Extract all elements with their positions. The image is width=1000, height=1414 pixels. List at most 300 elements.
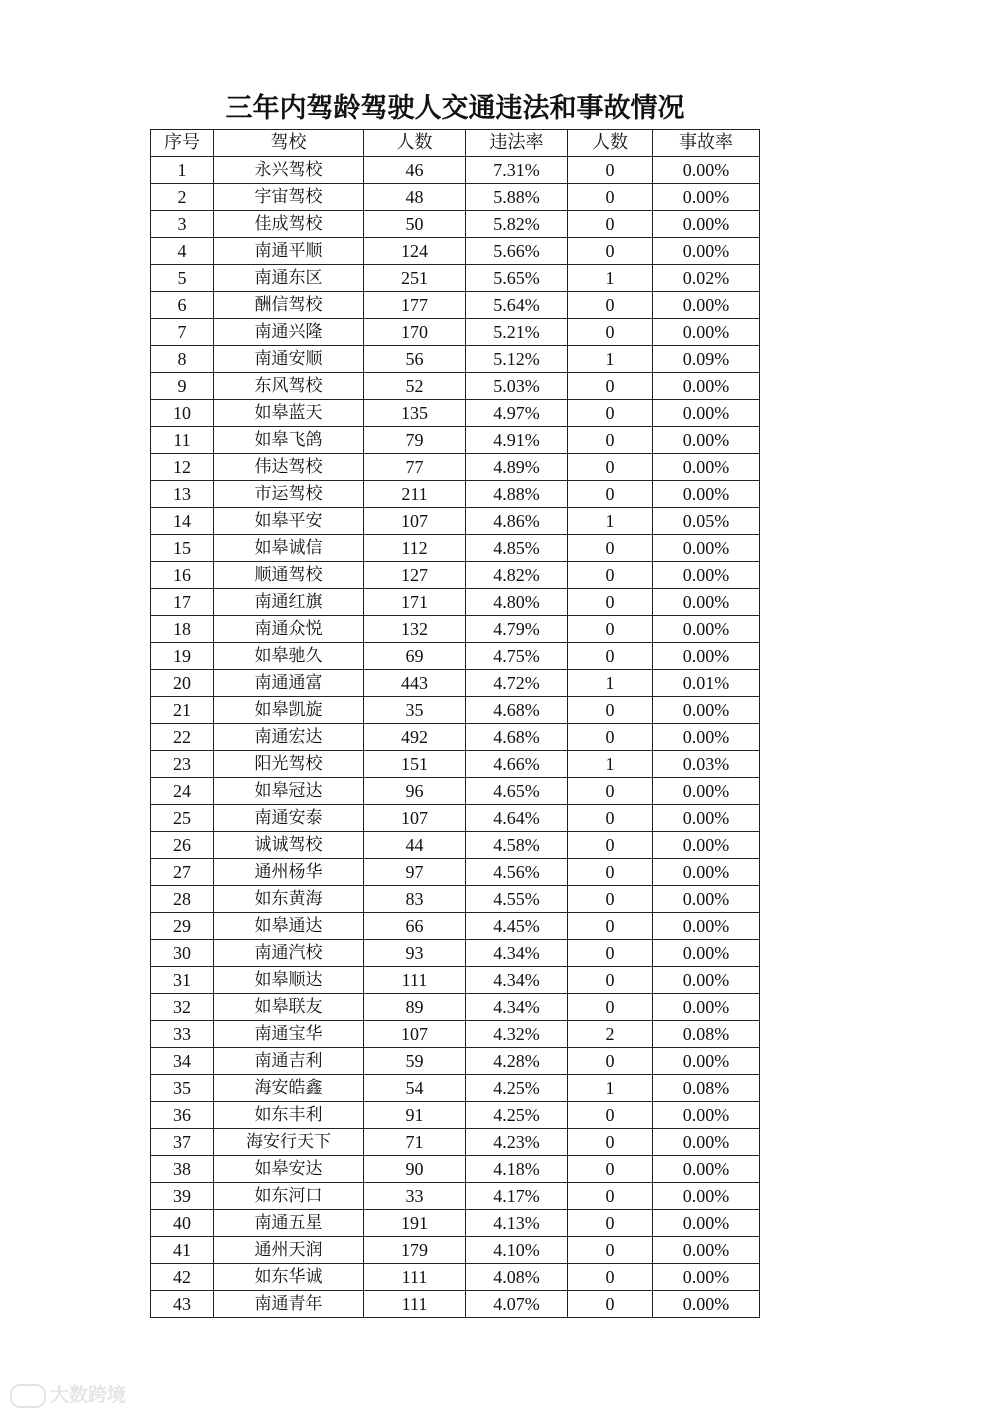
table-row — [151, 886, 760, 913]
cell-count: 179 — [364, 1237, 466, 1264]
violation-accident-table — [150, 129, 760, 1318]
cell-accident-rate: 0.00% — [653, 211, 760, 238]
cell-accident-rate: 0.00% — [653, 400, 760, 427]
cell-index: 4 — [151, 238, 214, 265]
cell-accident-rate: 0.08% — [653, 1075, 760, 1102]
cell-violation-rate: 4.80% — [466, 589, 568, 616]
cell-count: 56 — [364, 346, 466, 373]
cell-count: 132 — [364, 616, 466, 643]
cell-count: 251 — [364, 265, 466, 292]
cell-accident-count: 1 — [568, 508, 653, 535]
cell-accident-rate: 0.00% — [653, 967, 760, 994]
cell-index: 23 — [151, 751, 214, 778]
cell-accident-count: 0 — [568, 778, 653, 805]
cell-accident-rate: 0.00% — [653, 913, 760, 940]
table-row — [151, 1291, 760, 1318]
cell-violation-rate: 4.08% — [466, 1264, 568, 1291]
cell-accident-rate: 0.00% — [653, 1156, 760, 1183]
cell-accident-count: 0 — [568, 373, 653, 400]
cell-count: 177 — [364, 292, 466, 319]
table-row — [151, 751, 760, 778]
cell-school: 如皋顺达 — [214, 967, 364, 994]
cell-accident-count: 0 — [568, 724, 653, 751]
table-row — [151, 589, 760, 616]
watermark-text: 大数跨境 — [50, 1384, 127, 1406]
cell-school: 如皋蓝天 — [214, 400, 364, 427]
cell-violation-rate: 4.25% — [466, 1102, 568, 1129]
cell-violation-rate: 4.64% — [466, 805, 568, 832]
cell-count: 191 — [364, 1210, 466, 1237]
table-row — [151, 940, 760, 967]
cell-accident-count: 0 — [568, 913, 653, 940]
cell-count: 71 — [364, 1129, 466, 1156]
cell-index: 39 — [151, 1183, 214, 1210]
document-title: 三年内驾龄驾驶人交通违法和事故情况 — [225, 93, 685, 124]
cell-accident-count: 1 — [568, 751, 653, 778]
cell-violation-rate: 4.72% — [466, 670, 568, 697]
cell-school: 如东河口 — [214, 1183, 364, 1210]
table-row — [151, 967, 760, 994]
cell-index: 27 — [151, 859, 214, 886]
cell-violation-rate: 4.34% — [466, 940, 568, 967]
table-row — [151, 1210, 760, 1237]
cell-count: 107 — [364, 508, 466, 535]
cell-accident-count: 0 — [568, 589, 653, 616]
cell-violation-rate: 4.79% — [466, 616, 568, 643]
cell-school: 宇宙驾校 — [214, 184, 364, 211]
cell-accident-count: 1 — [568, 670, 653, 697]
cell-violation-rate: 4.85% — [466, 535, 568, 562]
table-row — [151, 319, 760, 346]
cell-violation-rate: 5.88% — [466, 184, 568, 211]
cell-accident-rate: 0.00% — [653, 292, 760, 319]
cell-school: 南通汽校 — [214, 940, 364, 967]
cell-school: 南通通富 — [214, 670, 364, 697]
cell-accident-rate: 0.05% — [653, 508, 760, 535]
cell-violation-rate: 7.31% — [466, 157, 568, 184]
cell-violation-rate: 4.17% — [466, 1183, 568, 1210]
cell-index: 15 — [151, 535, 214, 562]
cell-index: 10 — [151, 400, 214, 427]
cell-school: 南通青年 — [214, 1291, 364, 1318]
cell-school: 佳成驾校 — [214, 211, 364, 238]
table-row — [151, 1237, 760, 1264]
cell-violation-rate: 4.75% — [466, 643, 568, 670]
cell-index: 6 — [151, 292, 214, 319]
cell-school: 如皋平安 — [214, 508, 364, 535]
cell-accident-rate: 0.09% — [653, 346, 760, 373]
watermark — [10, 1380, 126, 1408]
cell-count: 107 — [364, 805, 466, 832]
table-row — [151, 1129, 760, 1156]
cell-accident-count: 0 — [568, 535, 653, 562]
table-row — [151, 373, 760, 400]
cell-count: 96 — [364, 778, 466, 805]
table-row — [151, 238, 760, 265]
cell-index: 16 — [151, 562, 214, 589]
cell-school: 永兴驾校 — [214, 157, 364, 184]
cell-index: 21 — [151, 697, 214, 724]
cell-school: 南通安泰 — [214, 805, 364, 832]
cell-accident-count: 0 — [568, 940, 653, 967]
cell-violation-rate: 5.21% — [466, 319, 568, 346]
cell-count: 171 — [364, 589, 466, 616]
cell-accident-count: 0 — [568, 967, 653, 994]
cell-violation-rate: 4.88% — [466, 481, 568, 508]
table-row — [151, 157, 760, 184]
cell-accident-rate: 0.00% — [653, 643, 760, 670]
cell-count: 52 — [364, 373, 466, 400]
table-row — [151, 778, 760, 805]
cell-accident-rate: 0.00% — [653, 238, 760, 265]
cell-violation-rate: 4.25% — [466, 1075, 568, 1102]
cell-count: 97 — [364, 859, 466, 886]
cell-accident-rate: 0.00% — [653, 319, 760, 346]
cell-index: 32 — [151, 994, 214, 1021]
cell-school: 如皋冠达 — [214, 778, 364, 805]
cell-accident-count: 0 — [568, 211, 653, 238]
cell-school: 南通安顺 — [214, 346, 364, 373]
cell-index: 18 — [151, 616, 214, 643]
cell-accident-rate: 0.00% — [653, 805, 760, 832]
cell-school: 如皋诚信 — [214, 535, 364, 562]
cell-violation-rate: 4.56% — [466, 859, 568, 886]
cell-accident-rate: 0.00% — [653, 1237, 760, 1264]
cell-accident-rate: 0.00% — [653, 1129, 760, 1156]
cell-index: 38 — [151, 1156, 214, 1183]
cell-school: 如皋驰久 — [214, 643, 364, 670]
cell-violation-rate: 5.03% — [466, 373, 568, 400]
table-row — [151, 1264, 760, 1291]
cell-accident-count: 0 — [568, 1129, 653, 1156]
cell-count: 33 — [364, 1183, 466, 1210]
table-row — [151, 427, 760, 454]
cell-school: 如东黄海 — [214, 886, 364, 913]
cell-violation-rate: 4.66% — [466, 751, 568, 778]
cell-accident-rate: 0.00% — [653, 724, 760, 751]
cell-school: 顺通驾校 — [214, 562, 364, 589]
table-row — [151, 508, 760, 535]
cell-accident-count: 0 — [568, 1291, 653, 1318]
cell-accident-rate: 0.03% — [653, 751, 760, 778]
cell-index: 3 — [151, 211, 214, 238]
cell-accident-count: 0 — [568, 1210, 653, 1237]
cell-count: 79 — [364, 427, 466, 454]
cell-index: 30 — [151, 940, 214, 967]
cell-accident-count: 0 — [568, 643, 653, 670]
cell-school: 市运驾校 — [214, 481, 364, 508]
cell-accident-rate: 0.00% — [653, 589, 760, 616]
cell-index: 1 — [151, 157, 214, 184]
cell-accident-rate: 0.00% — [653, 1102, 760, 1129]
cell-school: 阳光驾校 — [214, 751, 364, 778]
cell-accident-count: 0 — [568, 481, 653, 508]
cell-school: 海安皓鑫 — [214, 1075, 364, 1102]
cell-index: 22 — [151, 724, 214, 751]
cell-accident-rate: 0.00% — [653, 454, 760, 481]
cell-index: 34 — [151, 1048, 214, 1075]
cell-violation-rate: 4.32% — [466, 1021, 568, 1048]
cell-violation-rate: 4.89% — [466, 454, 568, 481]
cell-accident-rate: 0.00% — [653, 616, 760, 643]
cell-accident-count: 0 — [568, 697, 653, 724]
cell-index: 5 — [151, 265, 214, 292]
cell-accident-count: 0 — [568, 319, 653, 346]
cell-accident-rate: 0.00% — [653, 832, 760, 859]
cell-count: 66 — [364, 913, 466, 940]
header-accident-count: 人数 — [568, 130, 653, 157]
cell-accident-rate: 0.00% — [653, 1048, 760, 1075]
cell-violation-rate: 4.82% — [466, 562, 568, 589]
cell-school: 南通五星 — [214, 1210, 364, 1237]
cell-count: 54 — [364, 1075, 466, 1102]
cell-accident-count: 0 — [568, 886, 653, 913]
header-violation-rate: 违法率 — [466, 130, 568, 157]
cell-accident-rate: 0.00% — [653, 373, 760, 400]
cell-violation-rate: 4.13% — [466, 1210, 568, 1237]
cell-accident-count: 0 — [568, 454, 653, 481]
cell-count: 135 — [364, 400, 466, 427]
header-index: 序号 — [151, 130, 214, 157]
cell-school: 南通东区 — [214, 265, 364, 292]
cell-accident-rate: 0.00% — [653, 697, 760, 724]
cell-accident-rate: 0.00% — [653, 562, 760, 589]
cell-accident-rate: 0.00% — [653, 940, 760, 967]
table-row — [151, 562, 760, 589]
cell-school: 南通众悦 — [214, 616, 364, 643]
cell-count: 90 — [364, 1156, 466, 1183]
cell-accident-count: 0 — [568, 1048, 653, 1075]
cell-count: 48 — [364, 184, 466, 211]
cell-accident-count: 2 — [568, 1021, 653, 1048]
cell-count: 59 — [364, 1048, 466, 1075]
cell-accident-rate: 0.00% — [653, 1264, 760, 1291]
cell-count: 91 — [364, 1102, 466, 1129]
cell-count: 44 — [364, 832, 466, 859]
cell-count: 89 — [364, 994, 466, 1021]
table-row — [151, 643, 760, 670]
cell-violation-rate: 4.23% — [466, 1129, 568, 1156]
cell-school: 如皋飞鸽 — [214, 427, 364, 454]
table-row — [151, 859, 760, 886]
cell-accident-count: 1 — [568, 346, 653, 373]
cell-accident-rate: 0.00% — [653, 481, 760, 508]
cell-accident-count: 0 — [568, 1237, 653, 1264]
cell-violation-rate: 4.65% — [466, 778, 568, 805]
cell-school: 如皋凯旋 — [214, 697, 364, 724]
cell-violation-rate: 4.58% — [466, 832, 568, 859]
cell-accident-rate: 0.00% — [653, 1183, 760, 1210]
cell-count: 93 — [364, 940, 466, 967]
cell-accident-count: 0 — [568, 1156, 653, 1183]
table-row — [151, 1075, 760, 1102]
cell-count: 77 — [364, 454, 466, 481]
table-row — [151, 454, 760, 481]
cell-violation-rate: 4.28% — [466, 1048, 568, 1075]
cell-accident-count: 0 — [568, 427, 653, 454]
table-row — [151, 724, 760, 751]
cell-index: 14 — [151, 508, 214, 535]
cell-index: 43 — [151, 1291, 214, 1318]
cell-accident-count: 0 — [568, 292, 653, 319]
cell-school: 南通宏达 — [214, 724, 364, 751]
cell-count: 211 — [364, 481, 466, 508]
cell-school: 南通红旗 — [214, 589, 364, 616]
cell-accident-rate: 0.08% — [653, 1021, 760, 1048]
cell-accident-rate: 0.00% — [653, 184, 760, 211]
cell-violation-rate: 4.18% — [466, 1156, 568, 1183]
cell-accident-count: 0 — [568, 859, 653, 886]
table-row — [151, 832, 760, 859]
table-row — [151, 994, 760, 1021]
cell-index: 40 — [151, 1210, 214, 1237]
cell-violation-rate: 4.91% — [466, 427, 568, 454]
cell-index: 41 — [151, 1237, 214, 1264]
table-row — [151, 400, 760, 427]
cell-index: 29 — [151, 913, 214, 940]
cell-count: 83 — [364, 886, 466, 913]
cell-accident-count: 0 — [568, 400, 653, 427]
cell-accident-count: 0 — [568, 157, 653, 184]
cell-index: 26 — [151, 832, 214, 859]
cell-violation-rate: 4.34% — [466, 994, 568, 1021]
cell-school: 酬信驾校 — [214, 292, 364, 319]
table-row — [151, 1102, 760, 1129]
cell-index: 36 — [151, 1102, 214, 1129]
cell-violation-rate: 4.68% — [466, 697, 568, 724]
cell-count: 50 — [364, 211, 466, 238]
cell-index: 20 — [151, 670, 214, 697]
cell-violation-rate: 5.82% — [466, 211, 568, 238]
cell-school: 如东丰利 — [214, 1102, 364, 1129]
cell-violation-rate: 4.07% — [466, 1291, 568, 1318]
cell-school: 如皋联友 — [214, 994, 364, 1021]
cell-accident-rate: 0.02% — [653, 265, 760, 292]
cell-count: 111 — [364, 1291, 466, 1318]
table-row — [151, 481, 760, 508]
cell-violation-rate: 5.66% — [466, 238, 568, 265]
cell-count: 127 — [364, 562, 466, 589]
table-row — [151, 211, 760, 238]
cell-accident-rate: 0.00% — [653, 994, 760, 1021]
cell-violation-rate: 4.55% — [466, 886, 568, 913]
cell-index: 7 — [151, 319, 214, 346]
header-school: 驾校 — [214, 130, 364, 157]
table-header-row — [151, 130, 760, 157]
cell-index: 25 — [151, 805, 214, 832]
cell-index: 33 — [151, 1021, 214, 1048]
cell-index: 24 — [151, 778, 214, 805]
cell-school: 伟达驾校 — [214, 454, 364, 481]
cell-accident-count: 0 — [568, 1264, 653, 1291]
table-row — [151, 346, 760, 373]
cell-school: 诚诚驾校 — [214, 832, 364, 859]
table-row — [151, 670, 760, 697]
cell-violation-rate: 5.12% — [466, 346, 568, 373]
cell-index: 2 — [151, 184, 214, 211]
table-row — [151, 1021, 760, 1048]
cell-index: 11 — [151, 427, 214, 454]
cell-violation-rate: 4.86% — [466, 508, 568, 535]
cell-accident-rate: 0.01% — [653, 670, 760, 697]
cell-violation-rate: 4.45% — [466, 913, 568, 940]
cell-accident-count: 0 — [568, 832, 653, 859]
table-row — [151, 616, 760, 643]
table-row — [151, 805, 760, 832]
cell-index: 37 — [151, 1129, 214, 1156]
cell-accident-rate: 0.00% — [653, 1210, 760, 1237]
watermark-logo-icon — [10, 1384, 46, 1408]
cell-school: 东风驾校 — [214, 373, 364, 400]
cell-accident-rate: 0.00% — [653, 886, 760, 913]
header-count: 人数 — [364, 130, 466, 157]
cell-count: 69 — [364, 643, 466, 670]
cell-index: 35 — [151, 1075, 214, 1102]
cell-school: 南通宝华 — [214, 1021, 364, 1048]
cell-school: 南通兴隆 — [214, 319, 364, 346]
cell-count: 124 — [364, 238, 466, 265]
header-accident-rate: 事故率 — [653, 130, 760, 157]
cell-accident-rate: 0.00% — [653, 427, 760, 454]
cell-count: 443 — [364, 670, 466, 697]
cell-school: 南通吉利 — [214, 1048, 364, 1075]
cell-index: 8 — [151, 346, 214, 373]
cell-school: 如东华诚 — [214, 1264, 364, 1291]
cell-accident-count: 0 — [568, 238, 653, 265]
cell-violation-rate: 4.10% — [466, 1237, 568, 1264]
cell-violation-rate: 4.97% — [466, 400, 568, 427]
cell-count: 492 — [364, 724, 466, 751]
cell-violation-rate: 4.68% — [466, 724, 568, 751]
cell-count: 46 — [364, 157, 466, 184]
cell-accident-rate: 0.00% — [653, 778, 760, 805]
cell-index: 42 — [151, 1264, 214, 1291]
cell-violation-rate: 5.65% — [466, 265, 568, 292]
table-row — [151, 184, 760, 211]
table-row — [151, 292, 760, 319]
cell-accident-count: 0 — [568, 616, 653, 643]
cell-violation-rate: 5.64% — [466, 292, 568, 319]
cell-school: 南通平顺 — [214, 238, 364, 265]
table-row — [151, 697, 760, 724]
cell-index: 17 — [151, 589, 214, 616]
table-row — [151, 535, 760, 562]
table-row — [151, 1156, 760, 1183]
cell-index: 13 — [151, 481, 214, 508]
cell-index: 12 — [151, 454, 214, 481]
cell-index: 9 — [151, 373, 214, 400]
cell-school: 如皋安达 — [214, 1156, 364, 1183]
cell-accident-count: 0 — [568, 1102, 653, 1129]
cell-count: 112 — [364, 535, 466, 562]
cell-violation-rate: 4.34% — [466, 967, 568, 994]
cell-count: 170 — [364, 319, 466, 346]
cell-count: 151 — [364, 751, 466, 778]
table-row — [151, 1183, 760, 1210]
cell-school: 海安行天下 — [214, 1129, 364, 1156]
cell-accident-count: 1 — [568, 1075, 653, 1102]
cell-accident-count: 0 — [568, 184, 653, 211]
cell-count: 107 — [364, 1021, 466, 1048]
cell-accident-count: 1 — [568, 265, 653, 292]
cell-accident-rate: 0.00% — [653, 859, 760, 886]
cell-count: 35 — [364, 697, 466, 724]
cell-school: 如皋通达 — [214, 913, 364, 940]
cell-accident-rate: 0.00% — [653, 535, 760, 562]
cell-school: 通州杨华 — [214, 859, 364, 886]
cell-index: 19 — [151, 643, 214, 670]
cell-accident-rate: 0.00% — [653, 157, 760, 184]
